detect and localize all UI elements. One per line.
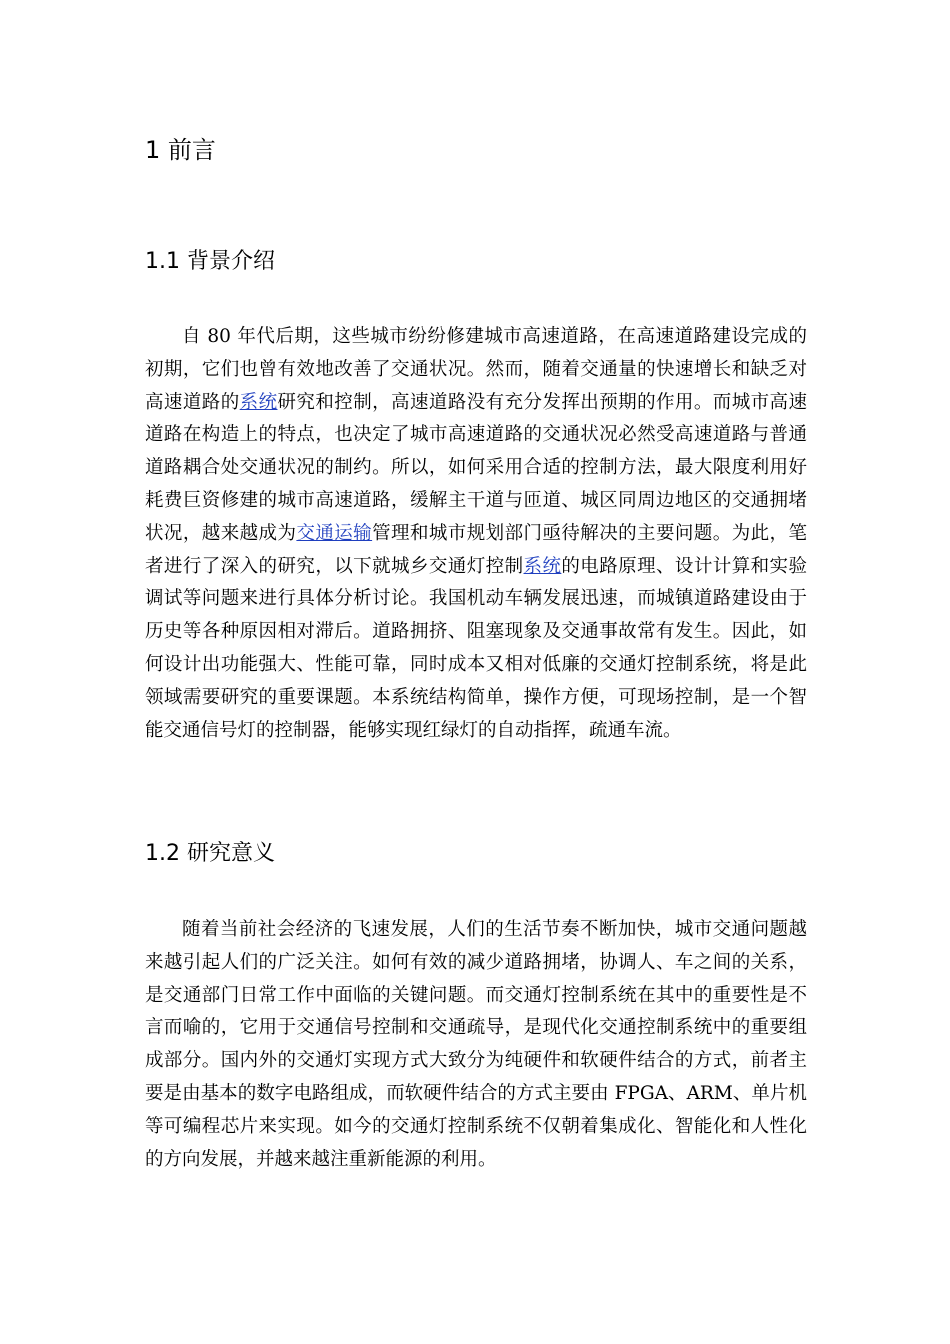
paragraph-text: 的电路原理、设计计算和实验调试等问题来进行具体分析讨论。我国机动车辆发展迅速，而城镇道路建设由于历史等各种原因相对滞后。道路拥挤、阻塞现象及交通事故常有发生。因此，如何设计出功能强大、性能可靠，同时成本又相对低廉的交通灯控制系统，将是此领域需要研究的重要课题。本系统结构简单，操作方便，可现场控制，是一个智能交通信号灯的控制器，能够实现红绿灯的自动指挥，疏通车流。: [145, 555, 807, 741]
paragraph-text: 管理和城市规划部门亟待解决的主要问题。为此，笔者进行了深入的研究，以下就城乡交通灯控制: [145, 522, 807, 577]
section-heading-significance: 1.2 研究意义: [145, 841, 275, 866]
paragraph-text: 研究和控制，高速道路没有充分发挥出预期的作用。而城市高速道路在构造上的特点，也决定了城市高速道路的交通状况必然受高速道路与普通道路耦合处交通状况的制约。所以，如何采用合适的控制方法，最大限度利用好耗费巨资修建的城市高速道路，缓解主干道与匝道、城区同周边地区的交通拥堵状况，越来越成为: [145, 391, 807, 544]
chapter-heading: 1 前言: [145, 136, 216, 164]
link-transportation[interactable]: 交通运输: [296, 522, 373, 544]
paragraph-text: 自 80 年代后期，这些城市纷纷修建城市高速道路，在高速道路建设完成的初期，它们也曾有效地改善了交通状况。然而，随着交通量的快速增长和缺乏对高速道路的: [145, 326, 807, 413]
background-paragraph: [145, 321, 807, 747]
paragraph-text: 随着当前社会经济的飞速发展，人们的生活节奏不断加快，城市交通问题越来越引起人们的广泛关注。如何有效的减少道路拥堵，协调人、车之间的关系，是交通部门日常工作中面临的关键问题。而交通灯控制系统在其中的重要性是不言而喻的，它用于交通信号控制和交通疏导，是现代化交通控制系统中的重要组成部分。国内外的交通灯实现方式大致分为纯硬件和软硬件结合的方式，前者主要是由基本的数字电路组成，而软硬件结合的方式主要由 FPGA、ARM、单片机等可编程芯片来实现。如今的交通灯控制系统不仅朝着集成化、智能化和人性化的方向发展，并越来越注重新能源的利用。: [145, 919, 807, 1170]
significance-paragraph: [145, 914, 807, 1176]
link-system[interactable]: 系统: [239, 391, 278, 413]
section-heading-background: 1.1 背景介绍: [145, 249, 275, 274]
link-system[interactable]: 系统: [523, 555, 562, 577]
